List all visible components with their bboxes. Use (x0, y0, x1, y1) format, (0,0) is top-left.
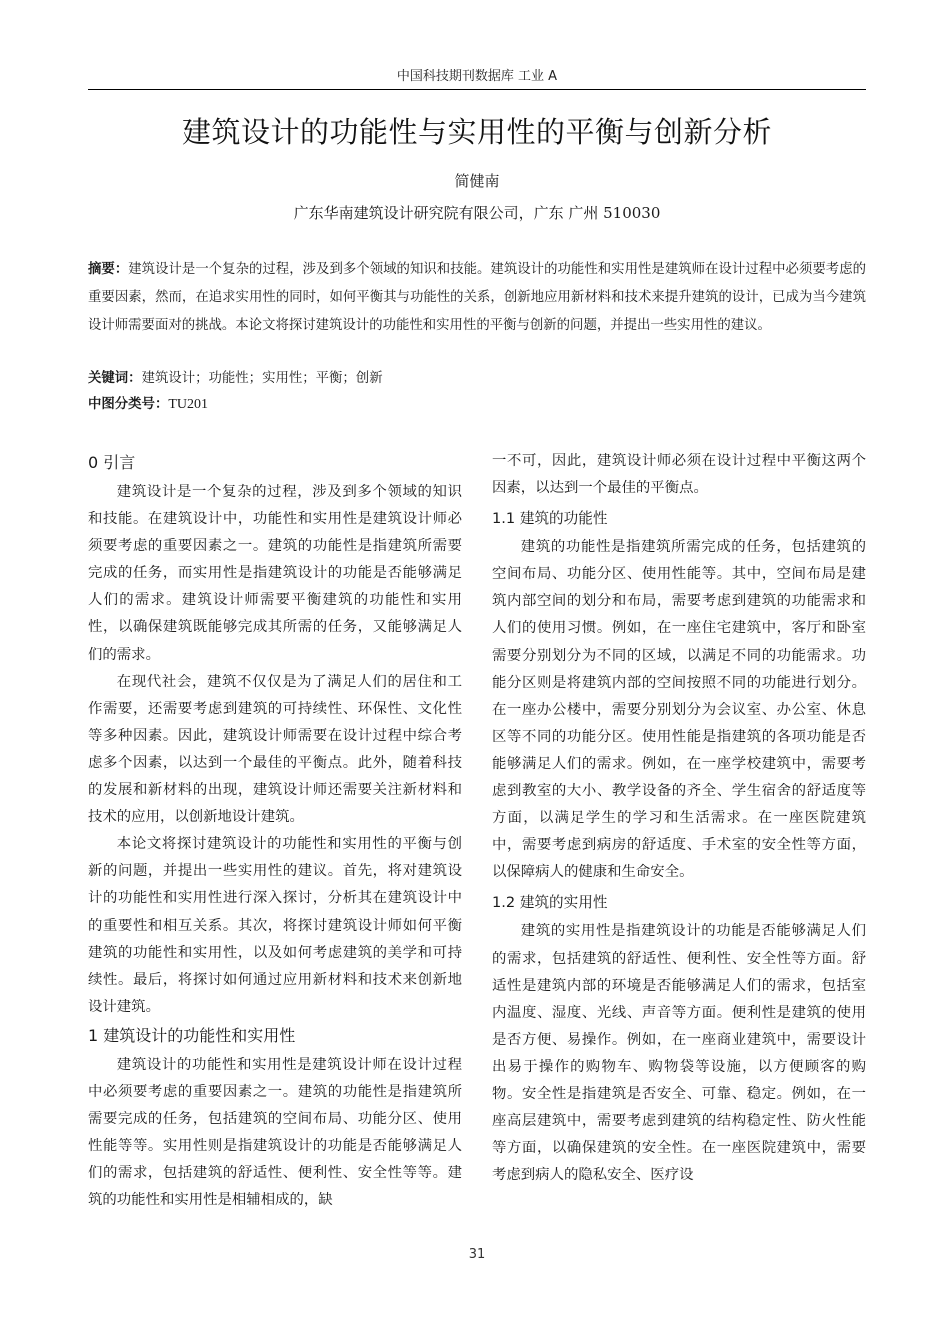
keywords-label: 关键词： (88, 371, 142, 386)
paragraph: 本论文将探讨建筑设计的功能性和实用性的平衡与创新的问题，并提出一些实用性的建议。首先，将对建筑设计的功能性和实用性进行深入探讨，分析其在建筑设计中的重要性和相互关系。其次，将探讨建筑设计师如何平衡建筑的功能性和实用性，以及如何考虑建筑的美学和可持续性。最后，将探讨如何通过应用新材料和技术来创新地设计建筑。 (88, 836, 462, 1015)
keywords (88, 366, 866, 392)
left-column (88, 448, 462, 1214)
section-heading-1-1: 1.1 建筑的功能性 (492, 510, 608, 528)
abstract (88, 256, 866, 340)
paragraph: 建筑的实用性是指建筑设计的功能是否能够满足人们的需求，包括建筑的舒适性、便利性、安全性等方面。舒适性是建筑内部的环境是否能够满足人们的需求，包括室内温度、湿度、光线、声音等方面。便利性是建筑的使用是否方便、易操作。例如，在一座商业建筑中，需要设计出易于操作的购物车、购物袋等设施，以方便顾客的购物。安全性是指建筑是否安全、可靠、稳定。例如，在一座高层建筑中，需要考虑到建筑的结构稳定性、防火性能等方面，以确保建筑的安全性。在一座医院建筑中，需要考虑到病人的隐私安全、医疗设 (492, 923, 866, 1184)
clc-label: 中图分类号： (88, 397, 169, 412)
classification-number (88, 392, 866, 418)
paragraph: 建筑的功能性是指建筑所需完成的任务，包括建筑的空间布局、功能分区、使用性能等。其中，空间布局是建筑内部空间的划分和布局，需要考虑到建筑的功能需求和人们的使用习惯。例如，在一座住宅建筑中，客厅和卧室需要分别划分为不同的区域，以满足不同的功能需求。功能分区则是将建筑内部的空间按照不同的功能进行划分。在一座办公楼中，需要分别划分为会议室、办公室、休息区等不同的功能分区。使用性能是指建筑的各项功能是否能够满足人们的需求。例如，在一座学校建筑中，需要考虑到教室的大小、教学设备的齐全、学生宿舍的舒适度等方面，以满足学生的学习和生活需求。在一座医院建筑中，需要考虑到病房的舒适度、手术室的安全性等方面，以保障病人的健康和生命安全。 (492, 539, 866, 881)
clc-value: TU201 (168, 397, 209, 412)
section-heading-1-2: 1.2 建筑的实用性 (492, 894, 608, 912)
paragraph: 建筑设计是一个复杂的过程，涉及到多个领域的知识和技能。在建筑设计中，功能性和实用性是建筑设计师必须要考虑的重要因素之一。建筑的功能性是指建筑所需要完成的任务，而实用性是指建筑设计的功能是否能够满足人们的需求。建筑设计师需要平衡建筑的功能性和实用性，以确保建筑既能够完成其所需的任务，又能够满足人们的需求。 (88, 484, 462, 663)
author-name: 简健南 (454, 172, 500, 190)
section-heading-intro: 0 引言 (88, 453, 136, 472)
paragraph: 建筑设计的功能性和实用性是建筑设计师在设计过程中必须要考虑的重要因素之一。建筑的功能性是指建筑所需要完成的任务，包括建筑的空间布局、功能分区、使用性能等等。实用性则是指建筑设计的功能是否能够满足人们的需求，包括建筑的舒适性、便利性、安全性等等。建筑的功能性和实用性是相辅相成的，缺 (88, 1056, 462, 1209)
journal-header: 中国科技期刊数据库 工业 A (396, 69, 558, 84)
keywords-text: 建筑设计；功能性；实用性；平衡；创新 (141, 371, 383, 386)
abstract-text: 建筑设计是一个复杂的过程，涉及到多个领域的知识和技能。建筑设计的功能性和实用性是建筑师在设计过程中必须要考虑的重要因素，然而，在追求实用性的同时，如何平衡其与功能性的关系，创新地应用新材料和技术来提升建筑的设计，已成为当今建筑设计师需要面对的挑战。本论文将探讨建筑设计的功能性和实用性的平衡与创新的问题，并提出一些实用性的建议。 (88, 262, 867, 333)
author-affiliation: 广东华南建筑设计研究院有限公司，广东 广州 510030 (293, 204, 661, 222)
page-number: 31 (468, 1247, 486, 1262)
right-column (492, 448, 866, 1189)
article-title: 建筑设计的功能性与实用性的平衡与创新分析 (181, 115, 772, 149)
abstract-label: 摘要： (88, 262, 129, 277)
paragraph-continued: 一不可，因此，建筑设计师必须在设计过程中平衡这两个因素，以达到一个最佳的平衡点。 (492, 453, 866, 497)
paragraph: 在现代社会，建筑不仅仅是为了满足人们的居住和工作需要，还需要考虑到建筑的可持续性、环保性、文化性等多种因素。因此，建筑设计师需要在设计过程中综合考虑多个因素，以达到一个最佳的平衡点。此外，随着科技的发展和新材料的出现，建筑设计师还需要关注新材料和技术的应用，以创新地设计建筑。 (88, 673, 462, 826)
header-divider (88, 89, 866, 90)
section-heading-1: 1 建筑设计的功能性和实用性 (88, 1025, 296, 1045)
